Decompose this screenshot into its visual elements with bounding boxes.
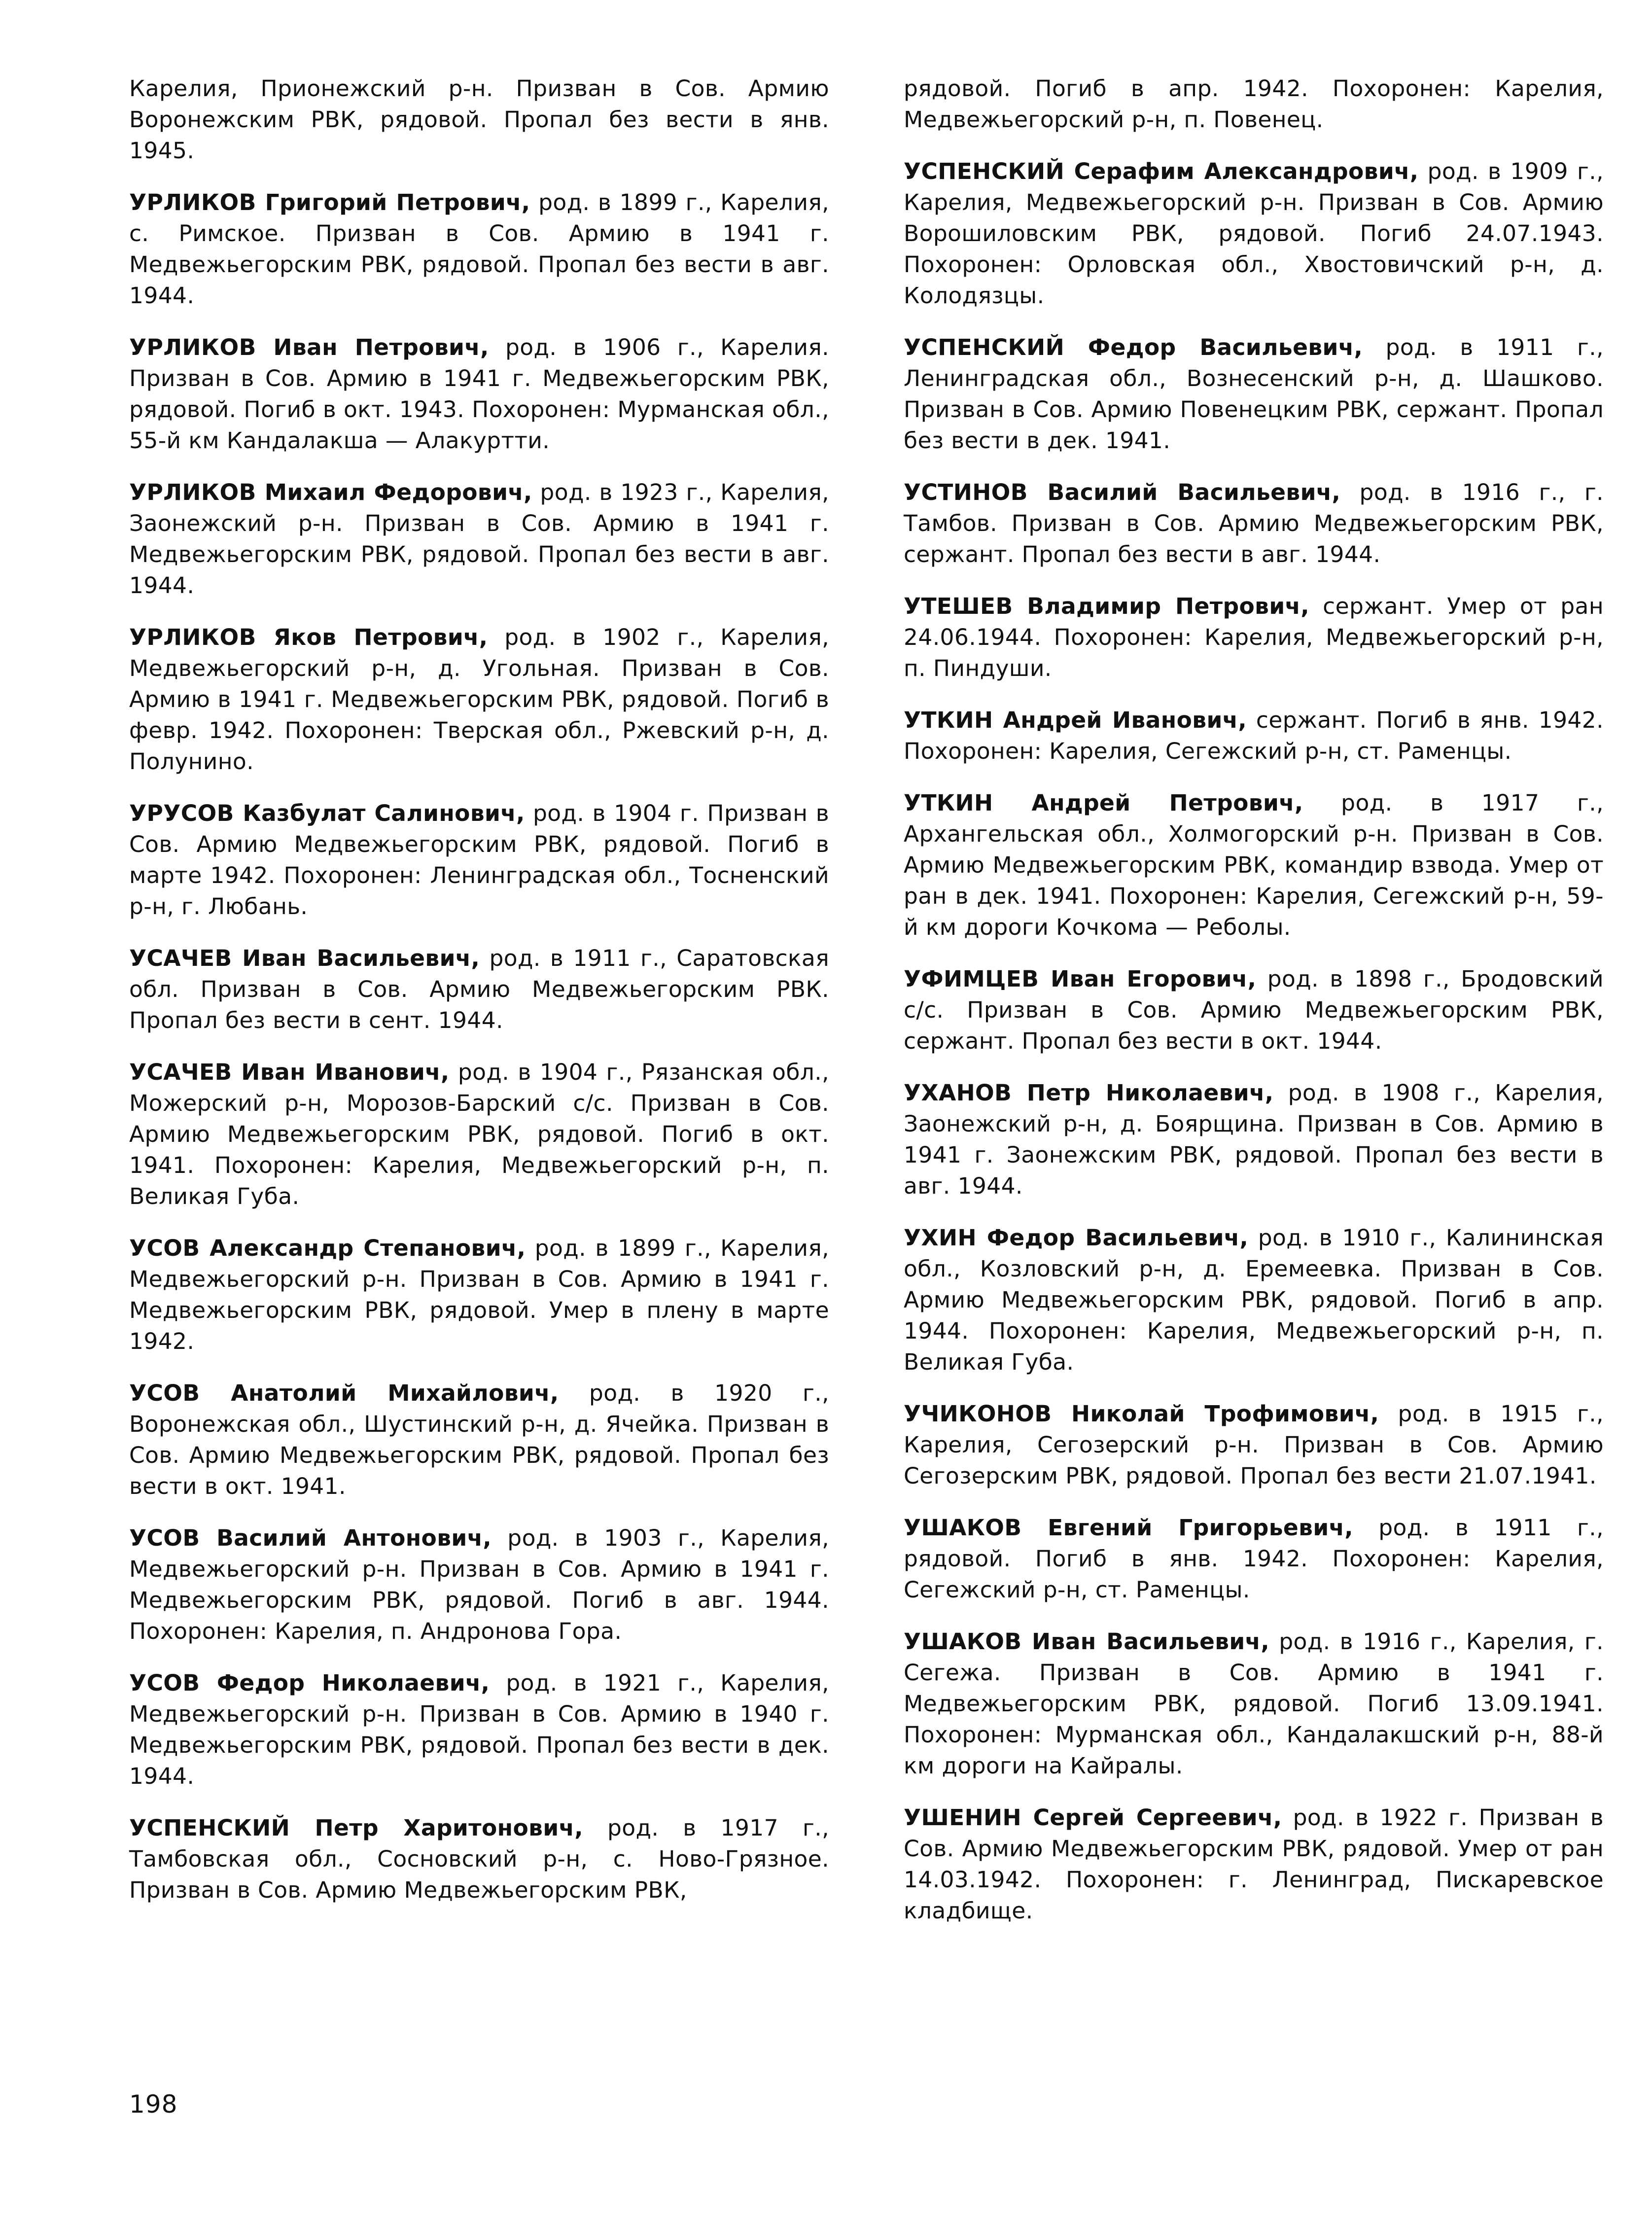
entry-text: род. в 1920 г., Воронежская обл., Шустинский р-н, д. Ячейка. Призван в Сов. Армию Медвежьегорским РВК, рядовой. Пропал без вести в окт. 1941. [129, 1380, 829, 1499]
entry [904, 156, 1604, 311]
entry-name: УШАКОВ Евгений Григорьевич, [904, 1515, 1353, 1541]
left-column [129, 73, 829, 1926]
entry-text: род. в 1899 г., Карелия, с. Римское. Призван в Сов. Армию в 1941 г. Медвежьегорским РВК, рядовой. Пропал без вести в авг. 1944. [129, 189, 829, 309]
entry-name: УРЛИКОВ Иван Петрович, [129, 334, 489, 360]
entry-text: род. в 1917 г., Архангельская обл., Холмогорский р-н. Призван в Сов. Армию Медвежьегорским РВК, командир взвода. Умер от ран в дек. 1941. Похоронен: Карелия, Сегежский р-н, 59-й км дороги Кочкома — Реболы. [904, 790, 1604, 940]
entry-text: род. в 1903 г., Карелия, Медвежьегорский р-н. Призван в Сов. Армию в 1941 г. Медвежьегорским РВК, рядовой. Погиб в авг. 1944. Похоронен: Карелия, п. Андронова Гора. [129, 1525, 829, 1644]
page-number: 198 [129, 2090, 178, 2119]
entry-name: УСТИНОВ Василий Васильевич, [904, 479, 1341, 505]
entry [904, 705, 1604, 767]
entry-text: род. в 1923 г., Карелия, Заонежский р-н. Призван в Сов. Армию в 1941 г. Медвежьегорским РВК, рядовой. Пропал без вести в авг. 1944. [129, 479, 829, 599]
entry-text: род. в 1911 г., Саратовская обл. Призван в Сов. Армию Медвежьегорским РВК. Пропал без вести в сент. 1944. [129, 945, 829, 1033]
entry [129, 1378, 829, 1502]
entry-continuation [129, 73, 829, 166]
entry-text: род. в 1915 г., Карелия, Сегозерский р-н. Призван в Сов. Армию Сегозерским РВК, рядовой. Пропал без вести 21.07.1941. [904, 1401, 1604, 1489]
entry-name: УСПЕНСКИЙ Федор Васильевич, [904, 334, 1363, 360]
entry-name: УРЛИКОВ Григорий Петрович, [129, 189, 530, 215]
right-column [904, 73, 1604, 1947]
entry-name: УСАЧЕВ Иван Васильевич, [129, 945, 480, 971]
entry-text: род. в 1904 г., Рязанская обл., Можерский р-н, Морозов-Барский с/с. Призван в Сов. Армию Медвежьегорским РВК, рядовой. Погиб в окт. 1941. Похоронен: Карелия, Медвежьегорский р-н, п. Великая Губа. [129, 1059, 830, 1209]
entry [904, 787, 1604, 943]
entry [129, 622, 829, 777]
entry [129, 798, 829, 922]
entry-name: УХАНОВ Петр Николаевич, [904, 1080, 1274, 1106]
entry-continuation [904, 73, 1604, 135]
entry-text: род. в 1906 г., Карелия. Призван в Сов. Армию в 1941 г. Медвежьегорским РВК, рядовой. Погиб в окт. 1943. Похоронен: Мурманская обл., 55-й км Кандалакша — Алакуртти. [129, 334, 829, 454]
entry-text: род. в 1902 г., Карелия, Медвежьегорский р-н, д. Угольная. Призван в Сов. Армию в 1941 г. Медвежьегорским РВК, рядовой. Погиб в февр. 1942. Похоронен: Тверская обл., Ржевский р-н, д. Полунино. [129, 624, 829, 775]
entry-name: УСОВ Федор Николаевич, [129, 1670, 490, 1696]
entry-name: УТКИН Андрей Петрович, [904, 790, 1303, 816]
entry-text: сержант. Погиб в янв. 1942. Похоронен: Карелия, Сегежский р-н, ст. Раменцы. [904, 707, 1604, 764]
entry [904, 1398, 1604, 1491]
entry [904, 1626, 1604, 1781]
entry-text: род. в 1917 г., Тамбовская обл., Сосновский р-н, с. Ново-Грязное. Призван в Сов. Армию Медвежьегорским РВК, [129, 1815, 829, 1903]
entry [129, 943, 829, 1036]
entry-text: род. в 1904 г. Призван в Сов. Армию Медвежьегорским РВК, рядовой. Погиб в марте 1942. Похоронен: Ленинградская обл., Тосненский р-н, г. Любань. [129, 800, 829, 919]
entry-text: род. в 1909 г., Карелия, Медвежьегорский р-н. Призван в Сов. Армию Ворошиловским РВК, рядовой. Погиб 24.07.1943. Похоронен: Орловская обл., Хвостовичский р-н, д. Колодязцы. [904, 158, 1604, 309]
entry [904, 591, 1604, 684]
entry-text: род. в 1916 г., Карелия, г. Сегежа. Призван в Сов. Армию в 1941 г. Медвежьегорским РВК, рядовой. Погиб 13.09.1941. Похоронен: Мурманская обл., Кандалакшский р-н, 88-й км дороги на Кайралы. [904, 1628, 1604, 1779]
entry [904, 477, 1604, 570]
entry-text: род. в 1911 г., рядовой. Погиб в янв. 1942. Похоронен: Карелия, Сегежский р-н, ст. Раменцы. [904, 1515, 1604, 1603]
entry [129, 187, 829, 311]
entry-text: род. в 1898 г., Бродовский с/с. Призван в Сов. Армию Медвежьегорским РВК, сержант. Пропал без вести в окт. 1944. [904, 966, 1604, 1054]
entry [904, 963, 1604, 1057]
entry-name: УХИН Федор Васильевич, [904, 1225, 1249, 1251]
entry-text: род. в 1908 г., Карелия, Заонежский р-н, д. Боярщина. Призван в Сов. Армию в 1941 г. Заонежским РВК, рядовой. Пропал без вести в авг. 1944. [904, 1080, 1604, 1199]
entry-name: УШАКОВ Иван Васильевич, [904, 1628, 1270, 1655]
entry-text: род. в 1922 г. Призван в Сов. Армию Медвежьегорским РВК, рядовой. Умер от ран 14.03.1942. Похоронен: г. Ленинград, Пискаревское кладбище. [904, 1804, 1604, 1924]
entry [129, 332, 829, 456]
entry-name: УСОВ Анатолий Михайлович, [129, 1380, 559, 1406]
entry [129, 1233, 829, 1357]
entry-name: УРЛИКОВ Михаил Федорович, [129, 479, 532, 505]
entry [904, 1802, 1604, 1926]
entry-text: род. в 1916 г., г. Тамбов. Призван в Сов. Армию Медвежьегорским РВК, сержант. Пропал без вести в авг. 1944. [904, 479, 1604, 567]
entry-name: УРЛИКОВ Яков Петрович, [129, 624, 488, 650]
entry-name: УСАЧЕВ Иван Иванович, [129, 1059, 450, 1085]
entry [904, 1222, 1604, 1378]
entry-text: род. в 1911 г., Ленинградская обл., Вознесенский р-н, д. Шашково. Призван в Сов. Армию Повенецким РВК, сержант. Пропал без вести в дек. 1941. [904, 334, 1604, 454]
entry [129, 1522, 829, 1647]
entry-text: Карелия, Прионежский р-н. Призван в Сов. Армию Воронежским РВК, рядовой. Пропал без вести в янв. 1945. [129, 75, 829, 164]
entry-name: УТЕШЕВ Владимир Петрович, [904, 593, 1309, 619]
entry [904, 1077, 1604, 1202]
entry-name: УЧИКОНОВ Николай Трофимович, [904, 1401, 1379, 1427]
entry-name: УСОВ Василий Антонович, [129, 1525, 492, 1551]
entry [129, 1812, 829, 1906]
entry-text: род. в 1899 г., Карелия, Медвежьегорский р-н. Призван в Сов. Армию в 1941 г. Медвежьегорским РВК, рядовой. Умер в плену в марте 1942. [129, 1235, 829, 1354]
entry-name: УТКИН Андрей Иванович, [904, 707, 1247, 733]
entry-name: УСПЕНСКИЙ Серафим Александрович, [904, 158, 1419, 184]
entry-name: УФИМЦЕВ Иван Егорович, [904, 966, 1257, 992]
entry-text: сержант. Умер от ран 24.06.1944. Похоронен: Карелия, Медвежьегорский р-н, п. Пиндуши. [904, 593, 1604, 681]
entry [129, 1667, 829, 1792]
entry [904, 1512, 1604, 1605]
entry-name: УСОВ Александр Степанович, [129, 1235, 526, 1261]
entry [129, 477, 829, 601]
entry-text: род. в 1910 г., Калининская обл., Козловский р-н, д. Еремеевка. Призван в Сов. Армию Медвежьегорским РВК, рядовой. Погиб в апр. 1944. Похоронен: Карелия, Медвежьегорский р-н, п. Великая Губа. [904, 1225, 1604, 1375]
entry-name: УСПЕНСКИЙ Петр Харитонович, [129, 1815, 583, 1841]
entry-text: род. в 1921 г., Карелия, Медвежьегорский р-н. Призван в Сов. Армию в 1940 г. Медвежьегорским РВК, рядовой. Пропал без вести в дек. 1944. [129, 1670, 829, 1789]
entry-text: рядовой. Погиб в апр. 1942. Похоронен: Карелия, Медвежьегорский р-н, п. Повенец. [904, 75, 1604, 133]
entry [129, 1057, 829, 1212]
entry-name: УШЕНИН Сергей Сергеевич, [904, 1804, 1282, 1831]
entry-name: УРУСОВ Казбулат Салинович, [129, 800, 525, 826]
entry [904, 332, 1604, 456]
